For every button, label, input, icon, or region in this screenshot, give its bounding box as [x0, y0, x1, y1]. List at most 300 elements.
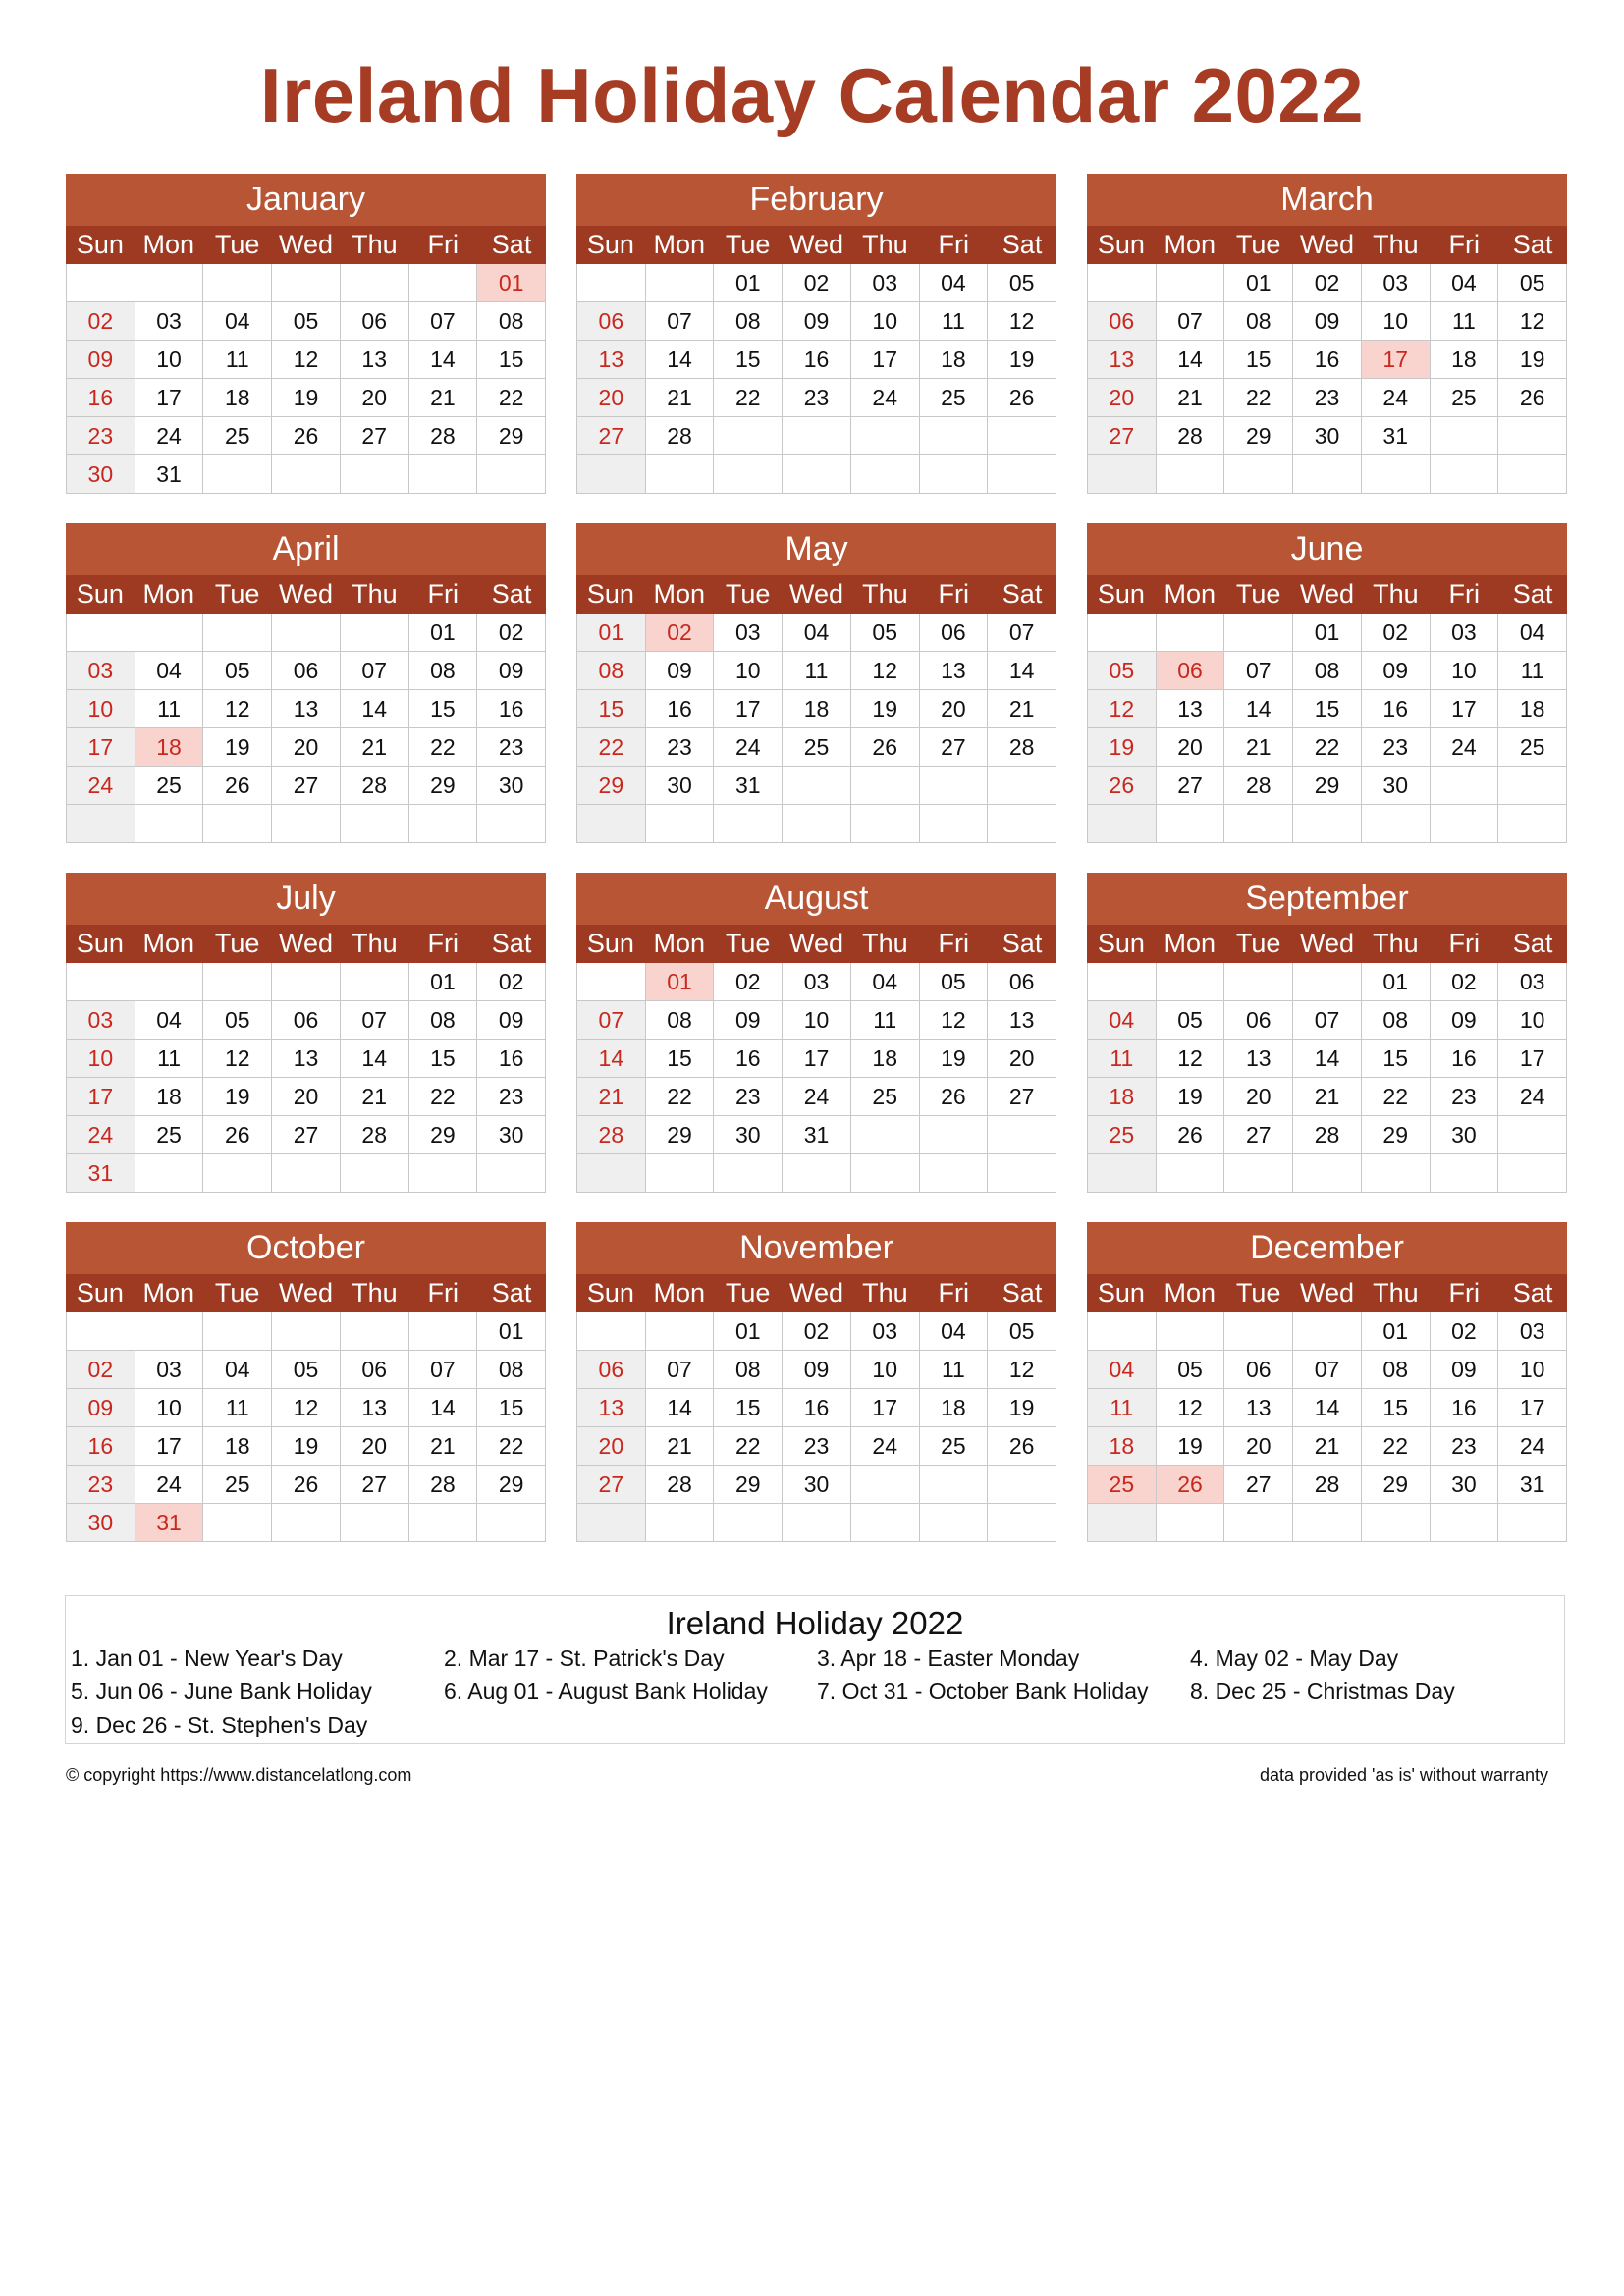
day-cell: 28 [409, 417, 478, 455]
day-cell: 28 [1224, 767, 1293, 805]
day-cell: 17 [135, 1427, 204, 1466]
day-cell: 30 [1362, 767, 1431, 805]
day-cell: 08 [577, 652, 646, 690]
day-cell: 03 [783, 963, 851, 1001]
empty-day-cell [646, 1312, 715, 1351]
empty-day-cell [920, 1466, 989, 1504]
empty-day-cell [341, 963, 409, 1001]
empty-day-cell [341, 264, 409, 302]
weekday-label: Fri [427, 579, 459, 609]
day-cell: 22 [1362, 1078, 1431, 1116]
day-cell: 28 [1293, 1116, 1362, 1154]
day-cell: 28 [341, 1116, 409, 1154]
day-cell: 03 [851, 264, 920, 302]
day-grid [576, 963, 1056, 1193]
weekday-label: Tue [1235, 230, 1281, 259]
day-cell: 07 [577, 1001, 646, 1040]
day-cell: 23 [646, 728, 715, 767]
day-cell: 17 [1431, 690, 1499, 728]
empty-day-cell [1088, 614, 1157, 652]
empty-day-cell [135, 614, 204, 652]
day-cell: 12 [272, 341, 341, 379]
weekday-label: Tue [725, 929, 771, 958]
weekday-label: Thu [1373, 929, 1419, 958]
day-cell: 25 [920, 1427, 989, 1466]
day-cell: 09 [646, 652, 715, 690]
day-cell: 03 [1498, 963, 1567, 1001]
day-cell: 01 [409, 963, 478, 1001]
weekday-header [1087, 1274, 1567, 1312]
weekday-label: Sat [1512, 1278, 1553, 1308]
day-cell: 17 [714, 690, 783, 728]
copyright-text: © copyright https://www.distancelatlong.com [66, 1765, 412, 1785]
day-cell: 04 [203, 1351, 272, 1389]
day-cell: 08 [409, 1001, 478, 1040]
day-cell: 15 [477, 1389, 546, 1427]
weekday-label: Tue [214, 579, 260, 609]
empty-day-cell [783, 1504, 851, 1542]
day-cell: 29 [1362, 1466, 1431, 1504]
legend-item: 5. Jun 06 - June Bank Holiday [71, 1679, 372, 1704]
day-cell: 07 [988, 614, 1056, 652]
day-cell: 12 [203, 1040, 272, 1078]
weekday-label: Mon [142, 230, 195, 259]
day-cell: 12 [920, 1001, 989, 1040]
day-cell: 02 [783, 264, 851, 302]
day-cell: 07 [341, 1001, 409, 1040]
day-cell: 28 [341, 767, 409, 805]
day-cell: 16 [477, 690, 546, 728]
day-cell: 23 [783, 1427, 851, 1466]
day-cell: 28 [409, 1466, 478, 1504]
day-grid [1087, 264, 1567, 494]
day-cell: 19 [1157, 1078, 1225, 1116]
day-cell: 20 [577, 1427, 646, 1466]
day-cell: 30 [714, 1116, 783, 1154]
weekday-label: Wed [788, 230, 843, 259]
day-cell: 16 [1293, 341, 1362, 379]
day-cell: 13 [1224, 1389, 1293, 1427]
empty-day-cell [577, 1154, 646, 1193]
empty-day-cell [272, 1312, 341, 1351]
day-cell: 19 [920, 1040, 989, 1078]
day-cell: 20 [341, 1427, 409, 1466]
empty-day-cell [1224, 614, 1293, 652]
day-cell: 06 [341, 302, 409, 341]
weekday-label: Fri [1448, 230, 1480, 259]
day-cell: 19 [1088, 728, 1157, 767]
day-cell: 02 [783, 1312, 851, 1351]
day-cell: 19 [988, 1389, 1056, 1427]
day-cell: 30 [67, 1504, 135, 1542]
weekday-label: Fri [938, 929, 969, 958]
legend-item: 4. May 02 - May Day [1190, 1645, 1399, 1671]
day-cell: 21 [1293, 1427, 1362, 1466]
day-cell: 29 [409, 767, 478, 805]
empty-day-cell [1498, 767, 1567, 805]
weekday-label: Thu [1373, 230, 1419, 259]
empty-day-cell [272, 455, 341, 494]
day-cell: 06 [341, 1351, 409, 1389]
day-cell: 08 [1362, 1351, 1431, 1389]
weekday-header [576, 1274, 1056, 1312]
empty-day-cell [714, 417, 783, 455]
day-cell: 27 [272, 1116, 341, 1154]
weekday-label: Mon [1164, 1278, 1217, 1308]
weekday-label: Thu [352, 929, 398, 958]
weekday-header [66, 1274, 546, 1312]
weekday-label: Mon [1164, 579, 1217, 609]
empty-day-cell [1157, 614, 1225, 652]
day-cell: 03 [67, 1001, 135, 1040]
day-cell: 07 [646, 302, 715, 341]
empty-day-cell [988, 1154, 1056, 1193]
empty-day-cell [1293, 805, 1362, 843]
day-cell: 02 [646, 614, 715, 652]
day-cell: 01 [1293, 614, 1362, 652]
empty-day-cell [646, 805, 715, 843]
day-cell: 22 [714, 1427, 783, 1466]
weekday-label: Sun [586, 929, 634, 958]
day-cell: 23 [1431, 1427, 1499, 1466]
weekday-label: Sun [586, 579, 634, 609]
empty-day-cell [203, 614, 272, 652]
day-cell: 15 [409, 1040, 478, 1078]
day-cell: 29 [577, 767, 646, 805]
weekday-header [66, 925, 546, 963]
day-cell: 19 [203, 1078, 272, 1116]
day-cell: 14 [1293, 1389, 1362, 1427]
day-cell: 19 [851, 690, 920, 728]
day-cell: 11 [1431, 302, 1499, 341]
day-cell: 03 [851, 1312, 920, 1351]
empty-day-cell [920, 767, 989, 805]
month-name: June [1087, 523, 1567, 575]
day-cell: 04 [1431, 264, 1499, 302]
day-cell: 04 [920, 1312, 989, 1351]
day-cell: 25 [135, 1116, 204, 1154]
legend-item: 2. Mar 17 - St. Patrick's Day [444, 1645, 725, 1671]
day-cell: 22 [477, 1427, 546, 1466]
day-cell: 13 [272, 1040, 341, 1078]
day-cell: 03 [714, 614, 783, 652]
day-cell: 26 [1088, 767, 1157, 805]
day-grid [66, 963, 546, 1193]
empty-day-cell [988, 805, 1056, 843]
day-cell: 06 [272, 1001, 341, 1040]
day-cell: 27 [988, 1078, 1056, 1116]
empty-day-cell [1293, 1154, 1362, 1193]
day-cell: 12 [851, 652, 920, 690]
empty-day-cell [1498, 805, 1567, 843]
day-cell: 09 [1362, 652, 1431, 690]
day-cell: 21 [409, 379, 478, 417]
empty-day-cell [920, 805, 989, 843]
weekday-label: Fri [427, 929, 459, 958]
weekday-label: Sun [76, 1278, 124, 1308]
day-cell: 05 [1157, 1351, 1225, 1389]
empty-day-cell [477, 1504, 546, 1542]
day-cell: 22 [477, 379, 546, 417]
day-cell: 08 [714, 1351, 783, 1389]
day-cell: 04 [920, 264, 989, 302]
day-cell: 26 [988, 1427, 1056, 1466]
empty-day-cell [409, 1154, 478, 1193]
day-cell: 11 [135, 1040, 204, 1078]
empty-day-cell [1498, 455, 1567, 494]
day-cell: 01 [1224, 264, 1293, 302]
month-name: January [66, 174, 546, 226]
weekday-label: Tue [214, 929, 260, 958]
weekday-label: Sun [1097, 230, 1145, 259]
day-cell: 17 [135, 379, 204, 417]
weekday-header [66, 226, 546, 264]
day-cell: 08 [714, 302, 783, 341]
day-cell: 12 [1498, 302, 1567, 341]
day-cell: 02 [1431, 963, 1499, 1001]
day-cell: 24 [783, 1078, 851, 1116]
empty-day-cell [1431, 455, 1499, 494]
weekday-header [576, 575, 1056, 614]
day-cell: 01 [1362, 1312, 1431, 1351]
legend-item: 1. Jan 01 - New Year's Day [71, 1645, 343, 1671]
day-cell: 02 [67, 1351, 135, 1389]
weekday-label: Wed [278, 230, 333, 259]
day-cell: 15 [1362, 1389, 1431, 1427]
day-grid [576, 264, 1056, 494]
day-cell: 18 [1498, 690, 1567, 728]
day-cell: 07 [1157, 302, 1225, 341]
day-cell: 13 [272, 690, 341, 728]
day-cell: 03 [135, 302, 204, 341]
month-march [1087, 174, 1567, 494]
weekday-label: Mon [653, 1278, 706, 1308]
day-cell: 30 [783, 1466, 851, 1504]
empty-day-cell [783, 455, 851, 494]
empty-day-cell [272, 963, 341, 1001]
weekday-label: Sun [1097, 929, 1145, 958]
empty-day-cell [851, 1154, 920, 1193]
day-cell: 22 [714, 379, 783, 417]
day-cell: 09 [1293, 302, 1362, 341]
empty-day-cell [203, 264, 272, 302]
empty-day-cell [341, 614, 409, 652]
empty-day-cell [988, 767, 1056, 805]
day-cell: 10 [135, 341, 204, 379]
empty-day-cell [851, 805, 920, 843]
day-cell: 10 [1498, 1351, 1567, 1389]
empty-day-cell [577, 1312, 646, 1351]
empty-day-cell [851, 767, 920, 805]
weekday-label: Mon [142, 1278, 195, 1308]
day-cell: 07 [341, 652, 409, 690]
day-cell: 18 [920, 341, 989, 379]
empty-day-cell [341, 1154, 409, 1193]
empty-day-cell [1362, 1504, 1431, 1542]
empty-day-cell [646, 1154, 715, 1193]
day-cell: 08 [477, 1351, 546, 1389]
day-cell: 08 [1224, 302, 1293, 341]
day-cell: 19 [203, 728, 272, 767]
empty-day-cell [1157, 1312, 1225, 1351]
day-cell: 18 [1431, 341, 1499, 379]
empty-day-cell [409, 1504, 478, 1542]
day-cell: 20 [272, 1078, 341, 1116]
day-cell: 08 [1293, 652, 1362, 690]
empty-day-cell [920, 455, 989, 494]
day-cell: 18 [203, 379, 272, 417]
empty-day-cell [1431, 767, 1499, 805]
day-cell: 17 [67, 1078, 135, 1116]
empty-day-cell [477, 1154, 546, 1193]
day-cell: 16 [67, 1427, 135, 1466]
day-cell: 10 [714, 652, 783, 690]
day-cell: 25 [203, 1466, 272, 1504]
day-cell: 31 [135, 1504, 204, 1542]
day-cell: 05 [272, 302, 341, 341]
empty-day-cell [920, 1154, 989, 1193]
day-cell: 29 [714, 1466, 783, 1504]
empty-day-cell [1224, 1504, 1293, 1542]
day-cell: 12 [988, 302, 1056, 341]
day-cell: 05 [920, 963, 989, 1001]
empty-day-cell [135, 264, 204, 302]
day-cell: 08 [477, 302, 546, 341]
day-cell: 07 [1224, 652, 1293, 690]
day-cell: 29 [1224, 417, 1293, 455]
day-cell: 24 [135, 1466, 204, 1504]
day-cell: 21 [341, 1078, 409, 1116]
weekday-header [1087, 226, 1567, 264]
day-cell: 28 [1293, 1466, 1362, 1504]
empty-day-cell [988, 1116, 1056, 1154]
month-name: March [1087, 174, 1567, 226]
legend-items [66, 1643, 1564, 1739]
weekday-label: Thu [352, 579, 398, 609]
day-cell: 19 [272, 1427, 341, 1466]
day-cell: 15 [646, 1040, 715, 1078]
weekday-label: Sun [76, 929, 124, 958]
month-november [576, 1222, 1056, 1542]
empty-day-cell [272, 264, 341, 302]
weekday-label: Mon [142, 579, 195, 609]
day-cell: 26 [1498, 379, 1567, 417]
weekday-label: Wed [278, 929, 333, 958]
day-cell: 12 [1157, 1389, 1225, 1427]
day-cell: 04 [203, 302, 272, 341]
day-cell: 11 [851, 1001, 920, 1040]
empty-day-cell [203, 1312, 272, 1351]
empty-day-cell [1157, 1154, 1225, 1193]
empty-day-cell [1157, 264, 1225, 302]
empty-day-cell [783, 1154, 851, 1193]
weekday-label: Wed [278, 579, 333, 609]
day-cell: 01 [477, 264, 546, 302]
weekday-label: Sun [76, 230, 124, 259]
empty-day-cell [477, 805, 546, 843]
weekday-label: Tue [725, 230, 771, 259]
day-cell: 17 [1362, 341, 1431, 379]
day-cell: 02 [477, 963, 546, 1001]
empty-day-cell [1088, 1312, 1157, 1351]
day-cell: 26 [988, 379, 1056, 417]
day-cell: 04 [851, 963, 920, 1001]
day-cell: 14 [646, 341, 715, 379]
day-cell: 15 [714, 1389, 783, 1427]
day-cell: 01 [409, 614, 478, 652]
day-cell: 31 [1498, 1466, 1567, 1504]
weekday-label: Mon [653, 230, 706, 259]
empty-day-cell [1293, 455, 1362, 494]
day-cell: 03 [1498, 1312, 1567, 1351]
weekday-label: Mon [142, 929, 195, 958]
day-cell: 20 [920, 690, 989, 728]
day-cell: 13 [988, 1001, 1056, 1040]
day-cell: 14 [646, 1389, 715, 1427]
weekday-label: Wed [1299, 929, 1354, 958]
weekday-label: Wed [1299, 230, 1354, 259]
day-cell: 08 [646, 1001, 715, 1040]
day-cell: 13 [341, 341, 409, 379]
day-cell: 18 [1088, 1078, 1157, 1116]
day-cell: 22 [409, 1078, 478, 1116]
empty-day-cell [1498, 1154, 1567, 1193]
day-cell: 29 [477, 1466, 546, 1504]
weekday-label: Wed [1299, 579, 1354, 609]
day-cell: 19 [988, 341, 1056, 379]
empty-day-cell [409, 805, 478, 843]
empty-day-cell [577, 264, 646, 302]
day-cell: 25 [1088, 1466, 1157, 1504]
day-cell: 28 [646, 417, 715, 455]
month-name: December [1087, 1222, 1567, 1274]
empty-day-cell [1088, 805, 1157, 843]
weekday-label: Tue [214, 1278, 260, 1308]
day-cell: 12 [203, 690, 272, 728]
empty-day-cell [646, 1504, 715, 1542]
day-cell: 05 [1498, 264, 1567, 302]
day-cell: 26 [203, 767, 272, 805]
empty-day-cell [988, 1466, 1056, 1504]
day-cell: 18 [783, 690, 851, 728]
day-cell: 16 [477, 1040, 546, 1078]
day-cell: 30 [1431, 1116, 1499, 1154]
empty-day-cell [577, 455, 646, 494]
day-cell: 15 [577, 690, 646, 728]
empty-day-cell [272, 1154, 341, 1193]
day-cell: 31 [714, 767, 783, 805]
empty-day-cell [1293, 1312, 1362, 1351]
month-may [576, 523, 1056, 843]
empty-day-cell [272, 1504, 341, 1542]
day-cell: 18 [1088, 1427, 1157, 1466]
weekday-label: Thu [862, 579, 908, 609]
day-cell: 13 [1157, 690, 1225, 728]
day-cell: 06 [988, 963, 1056, 1001]
weekday-label: Wed [278, 1278, 333, 1308]
day-cell: 18 [920, 1389, 989, 1427]
disclaimer-text: data provided 'as is' without warranty [1259, 1765, 1548, 1785]
weekday-label: Wed [1299, 1278, 1354, 1308]
weekday-label: Fri [427, 1278, 459, 1308]
weekday-label: Wed [788, 1278, 843, 1308]
day-cell: 25 [135, 767, 204, 805]
day-cell: 22 [1362, 1427, 1431, 1466]
day-cell: 10 [851, 302, 920, 341]
weekday-label: Tue [725, 579, 771, 609]
day-cell: 25 [1431, 379, 1499, 417]
empty-day-cell [1431, 417, 1499, 455]
